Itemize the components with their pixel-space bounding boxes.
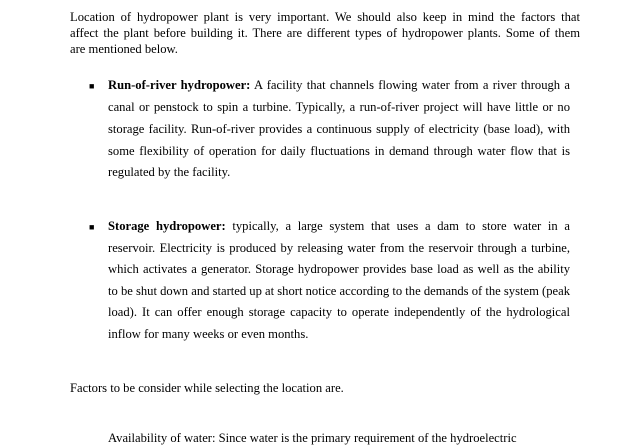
bullet-storage-line-3: which activates a generator. Storage hydropower provides base load as well as the ability <box>108 262 570 276</box>
bullet-run-of-river-line-3: storage facility. Run-of-river provides a continuous supply of electricity (base load), with <box>108 122 570 136</box>
factors-heading: Factors to be consider while selecting the location are. <box>70 381 344 395</box>
bullet-run-of-river-line-5: regulated by the facility. <box>108 165 231 179</box>
bullet-storage-line-4: to be shut down and started up at short notice according to the demands of the system (peak <box>108 284 571 298</box>
bullet-storage-line-5: load). It can offer enough storage capacity to operate independently of the hydrological <box>108 305 570 319</box>
bullet-text: typically, a large system that uses a dam to store water in a <box>225 219 570 233</box>
bullet-storage-line-2: reservoir. Electricity is produced by releasing water from the reservoir through a turbine, <box>108 241 570 255</box>
bullet-square-icon: ■ <box>89 81 95 91</box>
intro-line-1: Location of hydropower plant is very important. We should also keep in mind the factors that <box>70 10 580 24</box>
cut-off-line: Availability of water: Since water is the primary requirement of the hydroelectric <box>108 431 517 445</box>
intro-line-2: affect the plant before building it. There are different types of hydropower plants. Some of them <box>70 26 580 40</box>
bullet-text: A facility that channels flowing water from a river through a <box>250 78 570 92</box>
bullet-run-of-river-line-1 <box>108 78 570 93</box>
bullet-run-of-river-line-2: canal or penstock to spin a turbine. Typically, a run-of-river project will have little or no <box>108 100 570 114</box>
bullet-storage-line-6: inflow for many weeks or even months. <box>108 327 309 341</box>
bullet-heading-storage: Storage hydropower: <box>108 219 226 233</box>
bullet-storage-line-1 <box>108 219 570 234</box>
bullet-run-of-river-line-4: some flexibility of operation for daily fluctuations in demand through water flow that is <box>108 144 570 158</box>
intro-line-3: are mentioned below. <box>70 42 178 56</box>
bullet-square-icon: ■ <box>89 222 95 232</box>
bullet-heading-run-of-river: Run-of-river hydropower: <box>108 78 251 92</box>
